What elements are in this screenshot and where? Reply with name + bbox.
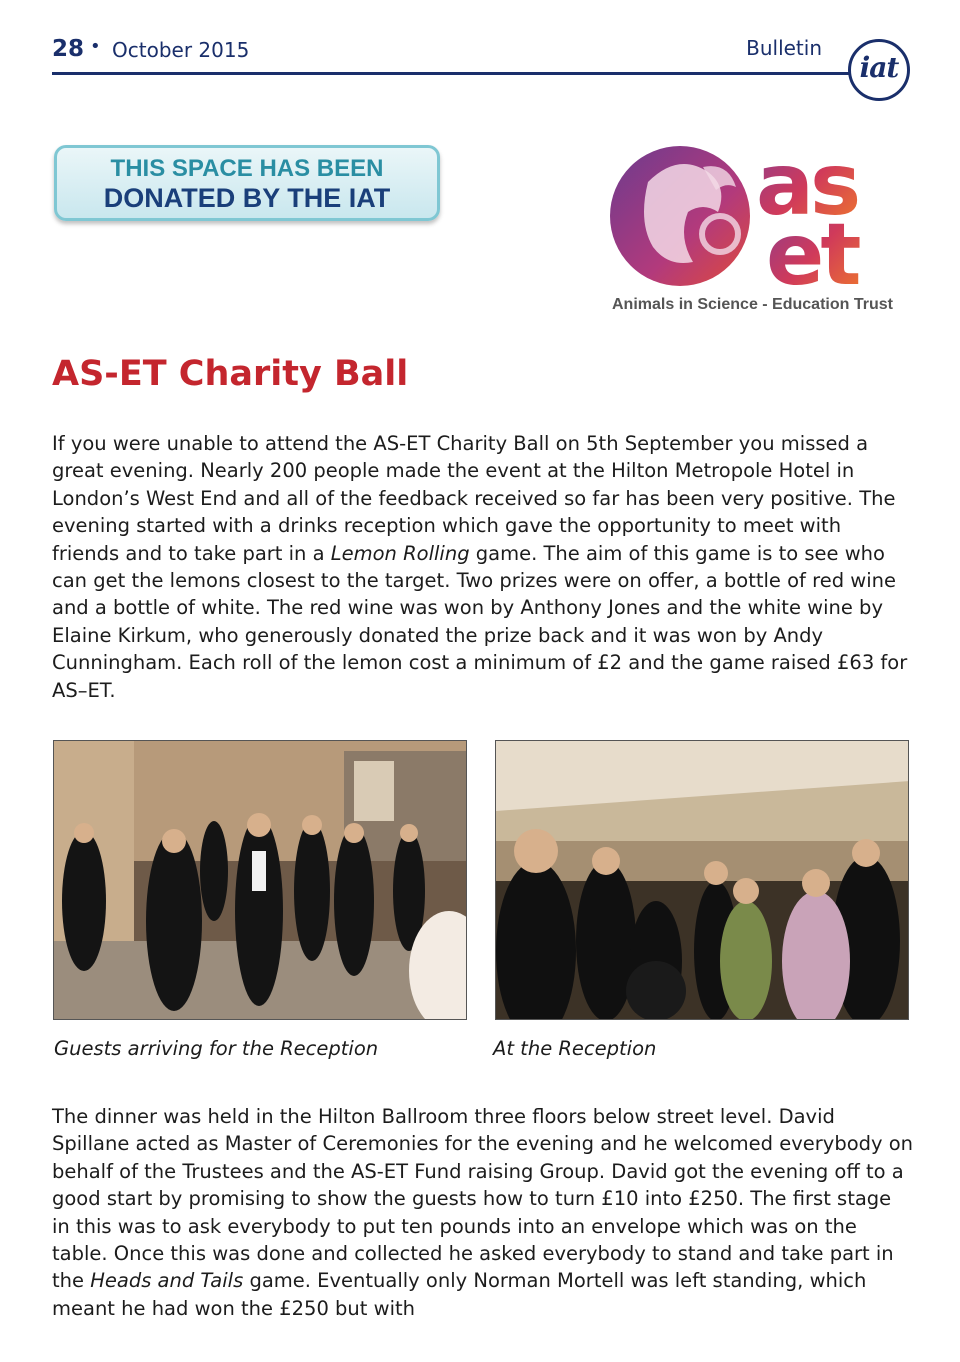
header-rule bbox=[52, 72, 852, 75]
issue-date: October 2015 bbox=[112, 38, 250, 62]
aset-tagline: Animals in Science - Education Trust bbox=[612, 296, 893, 313]
paragraph-1-text-b: game. The aim of this game is to see who can get the lemons closest to the target. Two prizes were on offer, a bottle of red wine and a bottle of white. The red wine was won by Anthony Jones and the white wine by Elaine Kirkum, who generously donated the prize back and it was won by Andy Cunningham. Each roll of the lemon cost a minimum of £2 and the game raised £63 for AS–ET. bbox=[52, 541, 908, 702]
photo-caption-2: At the Reception bbox=[493, 1037, 657, 1060]
aset-logo bbox=[608, 142, 910, 322]
publication-name: Bulletin bbox=[746, 36, 822, 60]
paragraph-2-text-b: game. Eventually only Norman Mortell was left standing, which meant he had won the £250 but with bbox=[52, 1269, 867, 1320]
article-paragraph-2 bbox=[52, 1103, 914, 1322]
donated-banner-line1: THIS SPACE HAS BEEN bbox=[110, 155, 384, 182]
iat-logo-text: iat bbox=[859, 51, 899, 84]
donated-banner bbox=[54, 145, 440, 221]
article-paragraph-1 bbox=[52, 430, 914, 704]
paragraph-1-text-a: If you were unable to attend the AS-ET Charity Ball on 5th September you missed a great evening. Nearly 200 people made the event at the Hilton Metropole Hotel in London’s West End and all of the feedback received so far has been very positive. The evening started with a drinks reception which gave the opportunity to meet with friends and to take part in a bbox=[52, 432, 896, 565]
paragraph-2-emphasis: Heads and Tails bbox=[90, 1269, 244, 1293]
page-header bbox=[52, 34, 910, 84]
paragraph-1-emphasis: Lemon Rolling bbox=[330, 541, 470, 565]
photo-caption-1: Guests arriving for the Reception bbox=[54, 1037, 379, 1060]
photo-guests-arriving bbox=[53, 740, 467, 1020]
photo-at-the-reception bbox=[495, 740, 909, 1020]
header-separator: • bbox=[90, 36, 101, 57]
aset-wordmark-top: as bbox=[756, 142, 858, 235]
paragraph-2-text-a: The dinner was held in the Hilton Ballroom three floors below street level. David Spillane acted as Master of Ceremonies for the evening and he welcomed everybody on behalf of the Trustees and the AS-ET Fund raising Group. David got the evening off to a good start by promising to show the guests how to turn £10 into £250. The first stage in this was to ask everybody to put ten pounds into an envelope which was on the table. Once this was done and collected he asked everybody to stand and take part in the bbox=[52, 1105, 914, 1293]
aset-emblem bbox=[608, 142, 910, 292]
page-number: 28 bbox=[52, 36, 85, 62]
article-title: AS-ET Charity Ball bbox=[52, 354, 409, 394]
donated-banner-line2: DONATED BY THE IAT bbox=[103, 183, 391, 213]
iat-logo bbox=[848, 39, 910, 101]
aset-wordmark-bottom: et bbox=[766, 205, 858, 292]
